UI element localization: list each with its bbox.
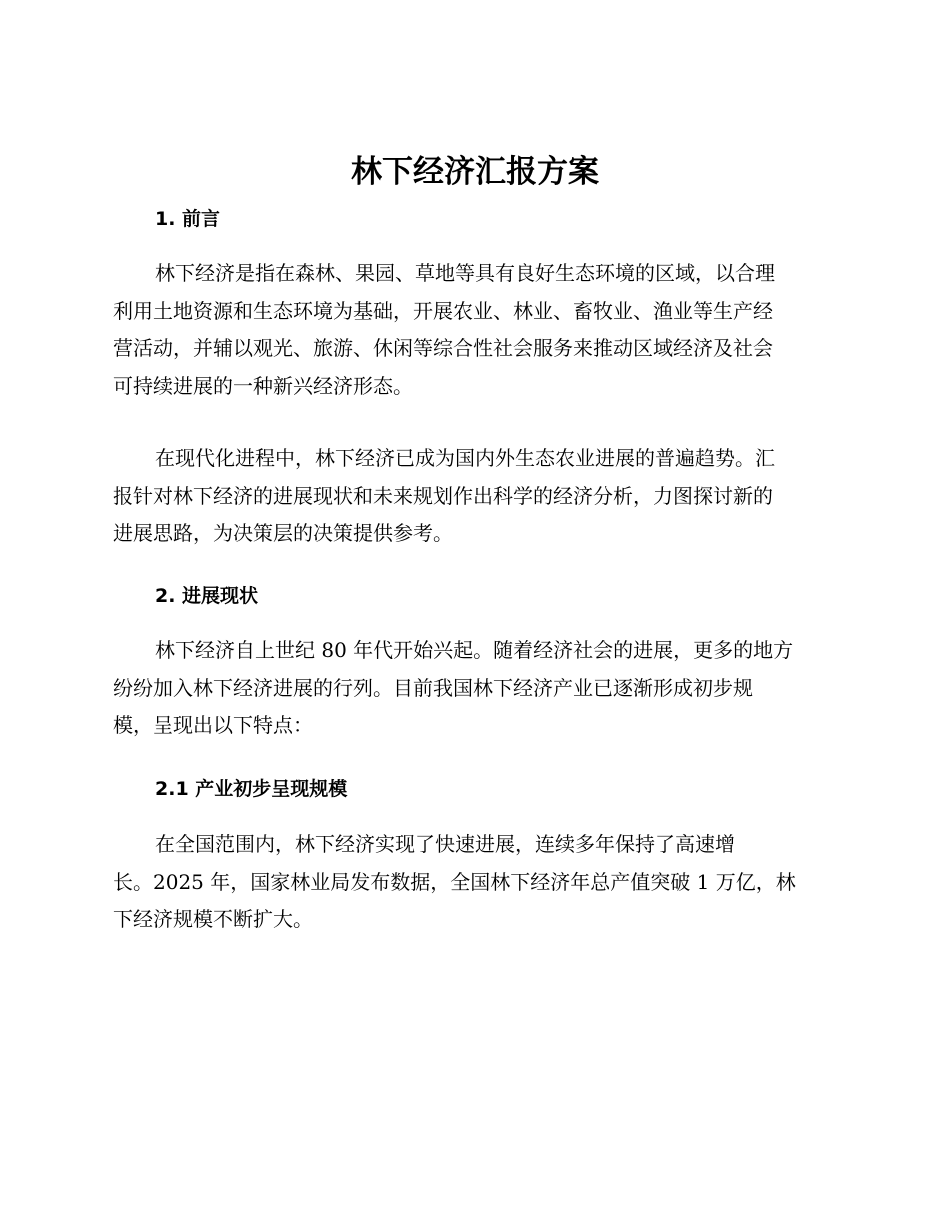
document-title: 林下经济汇报方案 (351, 154, 599, 190)
section-heading-status: 2. 进展现状 (155, 585, 259, 607)
paragraph-line: 报针对林下经济的进展现状和未来规划作出科学的经济分析，力图探讨新的 (113, 483, 773, 508)
paragraph-line: 进展思路，为决策层的决策提供参考。 (113, 521, 453, 545)
paragraph-line: 下经济规模不断扩大。 (113, 907, 313, 931)
paragraph-line: 林下经济自上世纪 80 年代开始兴起。随着经济社会的进展，更多的地方 (155, 638, 794, 662)
paragraph-line: 在全国范围内，林下经济实现了快速进展，连续多年保持了高速增 (155, 832, 735, 856)
paragraph-line: 营活动，并辅以观光、旅游、休闲等综合性社会服务来推动区域经济及社会 (113, 336, 773, 360)
paragraph-scale-1 (113, 826, 833, 939)
paragraph-line: 模，呈现出以下特点： (113, 713, 313, 737)
paragraph-line: 利用土地资源和生态环境为基础，开展农业、林业、畜牧业、渔业等生产经 (113, 298, 773, 323)
section-heading-preface: 1. 前言 (155, 208, 221, 230)
paragraph-status-1 (113, 632, 833, 745)
section-heading-scale: 2.1 产业初步呈现规模 (155, 778, 348, 800)
paragraph-preface-1 (113, 255, 833, 405)
paragraph-line: 林下经济是指在森林、果园、草地等具有良好生态环境的区域，以合理 (155, 261, 775, 285)
paragraph-line: 在现代化进程中，林下经济已成为国内外生态农业进展的普遍趋势。汇 (155, 446, 775, 470)
paragraph-line: 纷纷加入林下经济进展的行列。目前我国林下经济产业已逐渐形成初步规 (113, 675, 753, 700)
paragraph-line: 可持续进展的一种新兴经济形态。 (113, 373, 413, 398)
paragraph-line: 长。2025 年，国家林业局发布数据，全国林下经济年总产值突破 1 万亿，林 (113, 869, 796, 894)
paragraph-preface-2 (113, 440, 833, 553)
